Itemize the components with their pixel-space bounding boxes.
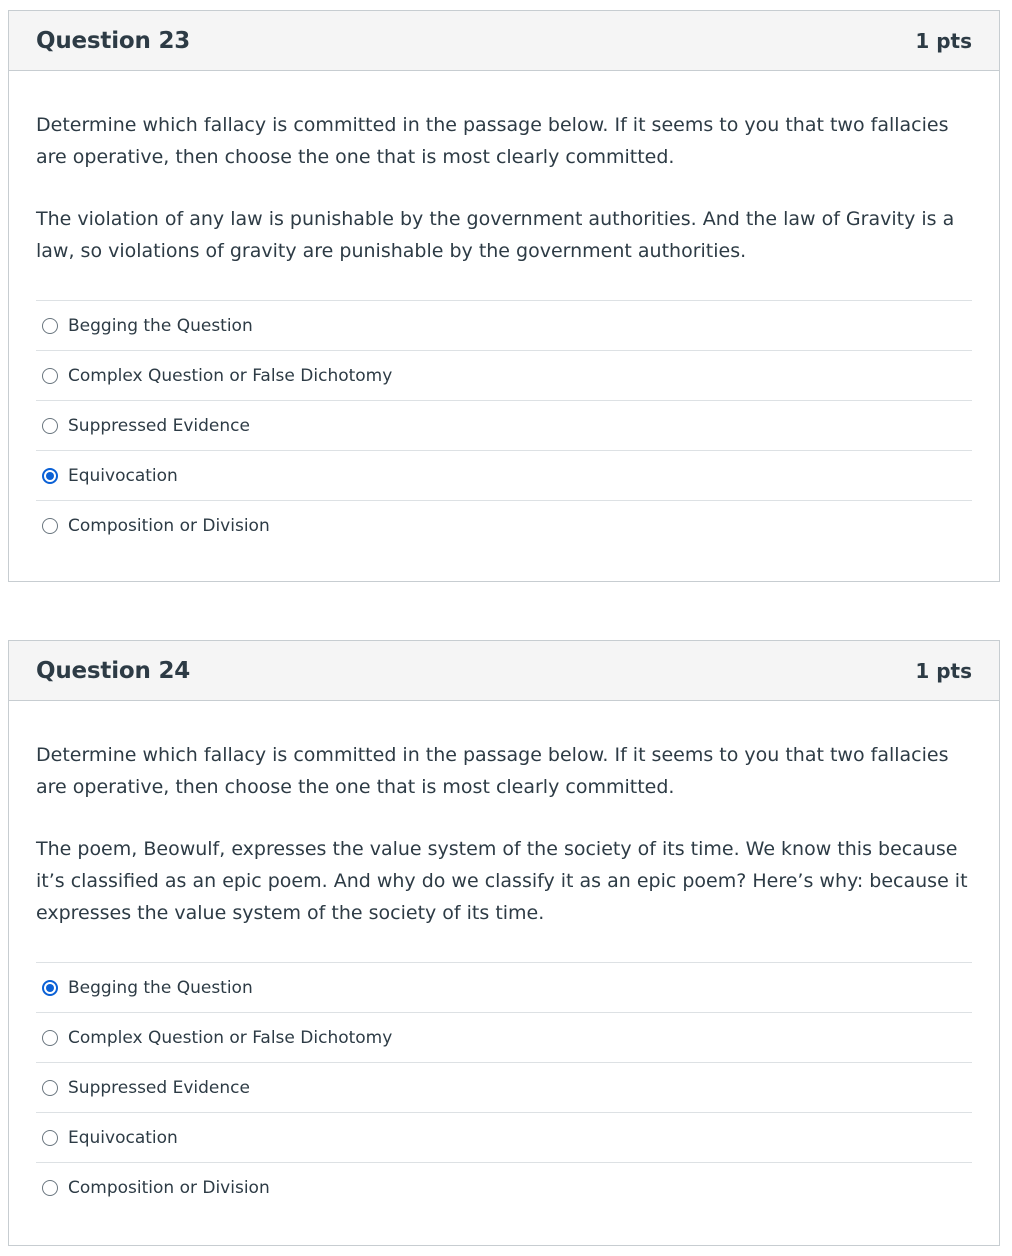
answer-option[interactable] [36, 1162, 972, 1212]
question-text [36, 739, 972, 929]
radio-button[interactable] [42, 468, 58, 484]
answer-label: Composition or Division [68, 515, 270, 536]
answer-option[interactable] [36, 400, 972, 450]
answer-label: Suppressed Evidence [68, 415, 250, 436]
answer-option[interactable] [36, 350, 972, 400]
answer-option[interactable] [36, 450, 972, 500]
radio-button[interactable] [42, 1180, 58, 1196]
answer-label: Complex Question or False Dichotomy [68, 365, 393, 386]
question-text [36, 109, 972, 267]
question-card [8, 640, 1000, 1246]
answer-label: Begging the Question [68, 315, 253, 336]
answer-label: Suppressed Evidence [68, 1077, 250, 1098]
answer-option[interactable] [36, 300, 972, 350]
question-title: Question 24 [36, 657, 191, 684]
question-body [9, 701, 999, 1212]
answer-label: Equivocation [68, 1127, 178, 1148]
answer-option[interactable] [36, 962, 972, 1012]
answer-option[interactable] [36, 1062, 972, 1112]
question-points: 1 pts [915, 658, 972, 683]
radio-button[interactable] [42, 368, 58, 384]
answer-list [36, 962, 972, 1212]
answer-label: Composition or Division [68, 1177, 270, 1198]
radio-button[interactable] [42, 1080, 58, 1096]
answer-label: Begging the Question [68, 977, 253, 998]
answer-option[interactable] [36, 500, 972, 550]
answer-label: Complex Question or False Dichotomy [68, 1027, 393, 1048]
answer-label: Equivocation [68, 465, 178, 486]
answer-list [36, 300, 972, 550]
answer-option[interactable] [36, 1012, 972, 1062]
question-passage: The violation of any law is punishable by the government authorities. And the law of Gravity is a law, so violations of gravity are punishable by the government authorities. [36, 208, 955, 262]
question-card [8, 10, 1000, 582]
radio-button[interactable] [42, 418, 58, 434]
radio-button[interactable] [42, 1130, 58, 1146]
radio-button[interactable] [42, 980, 58, 996]
question-header [9, 641, 999, 701]
radio-button[interactable] [42, 1030, 58, 1046]
question-prompt: Determine which fallacy is committed in the passage below. If it seems to you that two fallacies are operative, then choose the one that is most clearly committed. [36, 114, 949, 168]
question-body [9, 71, 999, 550]
question-points: 1 pts [915, 28, 972, 53]
answer-option[interactable] [36, 1112, 972, 1162]
question-header [9, 11, 999, 71]
radio-button[interactable] [42, 518, 58, 534]
question-prompt: Determine which fallacy is committed in the passage below. If it seems to you that two fallacies are operative, then choose the one that is most clearly committed. [36, 744, 949, 798]
question-title: Question 23 [36, 27, 191, 54]
radio-button[interactable] [42, 318, 58, 334]
question-passage: The poem, Beowulf, expresses the value system of the society of its time. We know this because it’s classified as an epic poem. And why do we classify it as an epic poem? Here’s why: because it expresses the value system of the society of its time. [36, 838, 968, 924]
